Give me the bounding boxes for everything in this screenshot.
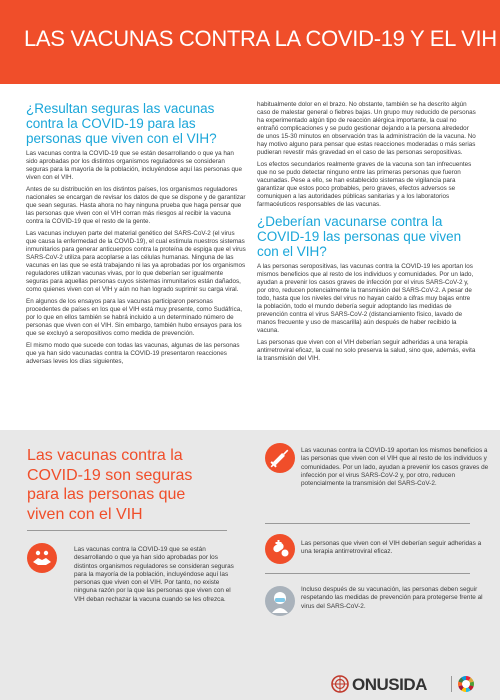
footer-logos (330, 672, 480, 696)
section1-continued-paragraph: habitualmente dolor en el brazo. No obstante, también se ha descrito algún caso de malestar general o fiebres bajas. Un grupo muy reducido de personas ha experimentado algún tipo de reacción alérgica importante, la cual no entrañó complicaciones y se pudo gestionar dejando a la persona alrededor de unos 15-30 minutos en observación tras la administración de la vacuna. No hay motivo alguno para pensar que estas reacciones moderadas o más serias pudieran revestir más gravedad en el caso de las personas seropositivas. (257, 101, 476, 156)
callout-body: Las vacunas contra la COVID-19 que se están desarrollando o que ya han sido aprobadas por los distintos organismos reguladores se consideran seguras para la mayoría de la población, incluyéndose aquí las personas que viven con el VIH. Por tanto, no existe ninguna razón por la que las personas que viven con el VIH deban rechazar la vacuna cuando se les ofrezca. (74, 546, 234, 603)
header-banner (0, 0, 500, 84)
divider (265, 573, 470, 574)
divider (27, 530, 227, 531)
divider (451, 676, 452, 692)
section1-question: ¿Resultan seguras las vacunas contra la COVID-19 para las personas que viven con el VIH? (26, 101, 217, 146)
section1-paragraph: Las vacunas contra la COVID-19 que se están desarrollando o que ya han sido aprobadas por los distintos organismos reguladores se consideran seguras para la mayoría de la población, incluyéndose aquí las personas que viven con el VIH. (26, 150, 242, 181)
pills-icon (265, 534, 295, 564)
page-title: LAS VACUNAS CONTRA LA COVID-19 Y EL VIH (24, 26, 497, 51)
divider (265, 523, 470, 524)
syringe-icon (265, 443, 295, 473)
section2-question: ¿Deberían vacunarse contra la COVID-19 las personas que viven con el VIH? (257, 214, 462, 259)
section2-paragraph: Las personas que viven con el VIH deberían seguir adheridas a una terapia antirretroviral eficaz, la cual no solo preserva la salud, sino que, además, evita la transmisión del VIH. (257, 339, 476, 362)
onusida-logo-text: ONUSIDA (352, 675, 427, 694)
section1-paragraph: El mismo modo que sucede con todas las vacunas, algunas de las personas que ya han sido vacunadas contra la COVID-19 presentaron reacciones adversas leves los días siguientes, (26, 342, 240, 365)
tip-text: Incluso después de su vacunación, las personas deben seguir respetando las medidas de prevención para protegerse frente al virus del SARS-CoV-2. (301, 586, 483, 610)
right-column (257, 101, 476, 367)
section1-continued-paragraph: Los efectos secundarios realmente graves de la vacuna son tan infrecuentes que no se pudo detectar ninguno entre las primeras personas que fueron vacunadas. Pese a ello, se han establecido sistemas de vigilancia para garantizar que estos poco probables, pero graves, efectos adversos se comuniquen a las autoridades públicas sanitarias y a los laboratorios farmacéuticos responsables de las vacunas. (257, 161, 472, 208)
masked-person-icon (265, 586, 295, 616)
hands-icon (27, 543, 57, 573)
tip-text: Las personas que viven con el VIH deberían seguir adheridas a una terapia antirretroviral eficaz. (301, 540, 482, 556)
left-column (26, 101, 246, 370)
section1-paragraph: Antes de su distribución en los distintos países, los organismos reguladores nacionales se encargan de revisar los datos de que se dispone y de garantizar que sean seguras. Hasta ahora no hay ninguna prueba que haga pensar que las personas que viven con el VIH corran más riesgos al recibir la vacuna contra la COVID-19 que el resto de la gente. (26, 186, 246, 225)
tip-text: Las vacunas contra la COVID-19 aportan los mismos beneficios a las personas que viven con el VIH que al resto de los individuos y comunidades. Por un lado, ayudan a prevenir los casos graves de infección por el virus SARS-CoV-2 y, por otro, reducen potencialmente la transmisión del SARS-CoV-2. (301, 447, 489, 488)
section2-paragraph: A las personas seropositivas, las vacunas contra la COVID-19 les aportan los mismos beneficios que al resto de los individuos y comunidades. Por un lado, ayudan a prevenir los casos graves de infección por el virus SARS-CoV-2 y, por otro, reducen potencialmente la transmisión del SARS-CoV-2. A pesar de todo, hasta que los niveles del virus no hayan caído a cifras muy bajas entre la población, todo el mundo debería seguir adoptando las medidas de prevención contra el virus SARS-CoV-2 (distanciamiento físico, lavado de manos frecuente y uso de mascarilla) aún después de haber recibido la vacuna. (257, 263, 474, 334)
section1-paragraph: En algunos de los ensayos para las vacunas participaron personas procedentes de países en los que el VIH está muy presente, como Sudáfrica, por lo que en ellos también se habrá incluido a un determinado número de personas que viven con el VIH. Sin embargo, también hubo ensayos para los que se excluyó a seropositivos como medida de prevención. (26, 298, 242, 337)
sdg-wheel-icon (458, 676, 474, 692)
onusida-emblem-icon (330, 674, 350, 694)
callout-headline: Las vacunas contra la COVID-19 son seguras para las personas que viven con el VIH (27, 447, 193, 523)
section1-paragraph: Las vacunas incluyen parte del material genético del SARS-CoV-2 (el virus que causa la enfermedad de la COVID-19), el cual estimula nuestros sistemas inmunitarios para generar anticuerpos contra la proteína de espiga que el virus SARS-CoV-2 utiliza para acoplarse a las células humanas. Ninguna de las vacunas en las que se está trabajando ni las ya aprobadas por los organismos reguladores utilizan vacunas vivas, por lo que deberían ser igualmente seguras para aquellas personas cuyos sistemas inmunitarios están dañados, como quienes viven con el VIH y aún no han logrado suprimir su carga viral. (26, 230, 246, 293)
